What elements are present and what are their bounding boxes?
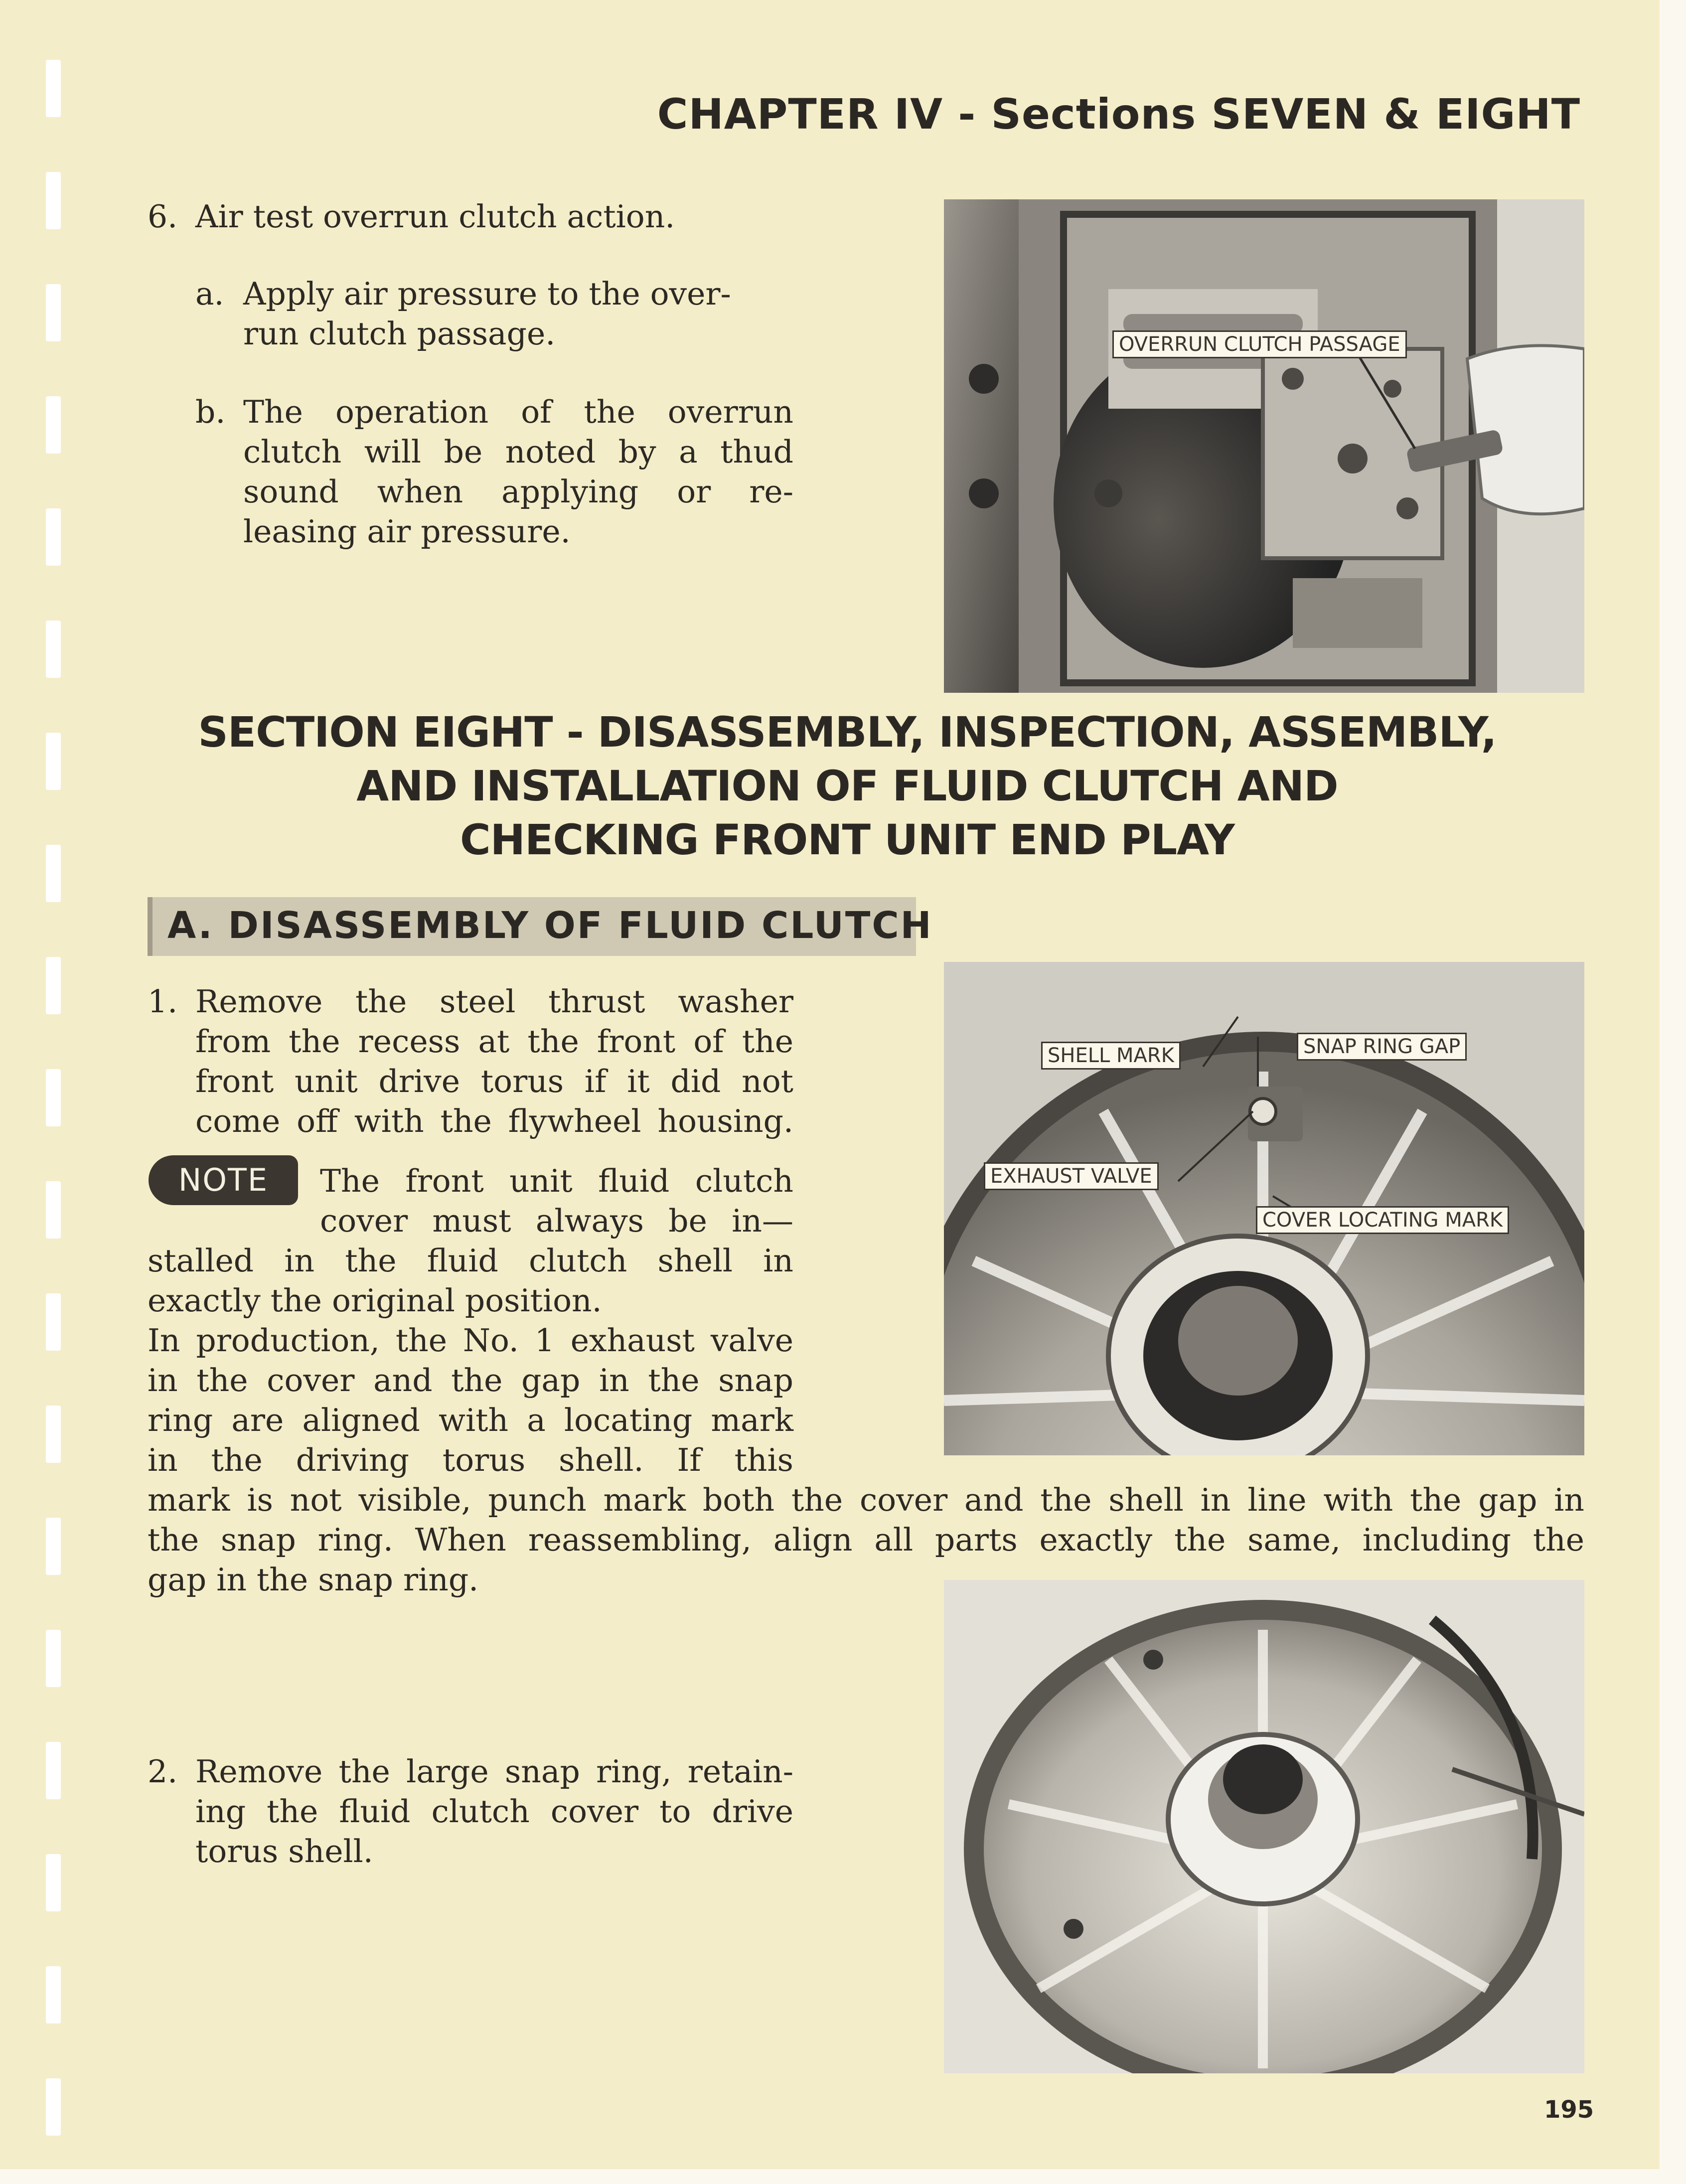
step-line: from the recess at the front of the: [195, 1023, 793, 1060]
subheading-bar: [148, 897, 933, 956]
note-line: mark is not visible, punch mark both the cover and the shell in line with the gap in: [148, 1482, 1584, 1518]
step-line: torus shell.: [195, 1833, 373, 1870]
note-indented: [320, 1161, 793, 1241]
step-line: Remove the large snap ring, retain-: [195, 1753, 793, 1790]
step-number: 6.: [148, 198, 178, 235]
page-edge-right: [1660, 0, 1686, 2184]
step-text: Air test overrun clutch action.: [195, 198, 675, 235]
overrun-clutch-photo: [944, 199, 1584, 693]
section-title-line: AND INSTALLATION OF FLUID CLUTCH AND: [356, 762, 1338, 810]
note-line: the snap ring. When reassembling, align all parts exactly the same, including the: [148, 1522, 1584, 1558]
subheading-disassembly: A. DISASSEMBLY OF FLUID CLUTCH: [167, 904, 933, 947]
binder-hole: [46, 1405, 61, 1463]
step-line: ing the fluid clutch cover to drive: [195, 1793, 793, 1830]
binder-hole: [46, 1181, 61, 1239]
binder-hole: [46, 621, 61, 678]
section-eight-title: [150, 705, 1545, 867]
callout-exhaust-valve: EXHAUST VALVE: [984, 1162, 1159, 1190]
step-line: front unit drive torus if it did not: [195, 1063, 793, 1099]
step6-a: [195, 274, 793, 354]
binder-hole: [46, 1854, 61, 1911]
binder-holes: [0, 0, 70, 2184]
snap-ring-removal-photo: [944, 1580, 1584, 2073]
substep-line: Apply air pressure to the over-: [243, 276, 731, 312]
note-badge: NOTE: [149, 1155, 298, 1205]
note-line: stalled in the fluid clutch shell in: [148, 1243, 793, 1279]
binder-hole: [46, 1293, 61, 1351]
substep-label: a.: [195, 276, 224, 312]
chapter-heading: CHAPTER IV - Sections SEVEN & EIGHT: [657, 90, 1580, 139]
binder-hole: [46, 1069, 61, 1126]
step-line: Remove the steel thrust washer: [195, 983, 793, 1020]
binder-hole: [46, 284, 61, 341]
page-edge-bottom: [0, 2169, 1686, 2184]
note-line: In production, the No. 1 exhaust valve: [148, 1322, 793, 1359]
binder-hole: [46, 1966, 61, 2024]
binder-hole: [46, 60, 61, 117]
step-line: come off with the flywheel housing.: [195, 1103, 793, 1139]
note-line: in the driving torus shell. If this: [148, 1442, 793, 1478]
binder-hole: [46, 957, 61, 1014]
fluid-clutch-cover-photo: [944, 962, 1584, 1455]
substep-label: b.: [195, 394, 226, 430]
substep-line: run clutch passage.: [243, 315, 556, 352]
binder-hole: [46, 508, 61, 566]
substep-line: clutch will be noted by a thud: [243, 434, 793, 470]
callout-cover-locating-mark: COVER LOCATING MARK: [1256, 1206, 1509, 1234]
note-line: in the cover and the gap in the snap: [148, 1362, 793, 1399]
binder-hole: [46, 1630, 61, 1687]
transmission-illustration: [944, 199, 1584, 693]
callout-overrun-clutch-passage: OVERRUN CLUTCH PASSAGE: [1112, 330, 1407, 358]
section-title-line: SECTION EIGHT - DISASSEMBLY, INSPECTION, ASSEMBLY,: [198, 708, 1497, 757]
binder-hole: [46, 2078, 61, 2136]
step1: [148, 982, 793, 1141]
note-line: The front unit fluid clutch: [320, 1163, 793, 1199]
substep-line: leasing air pressure.: [243, 513, 571, 550]
note-body: [148, 1241, 793, 1480]
binder-hole: [46, 1518, 61, 1575]
snap-ring-illustration: [944, 1580, 1584, 2073]
step-number: 1.: [148, 983, 178, 1020]
step6-heading: [148, 197, 675, 237]
binder-hole: [46, 733, 61, 790]
note-line: ring are aligned with a locating mark: [148, 1402, 793, 1438]
callout-snap-ring-gap: SNAP RING GAP: [1297, 1033, 1467, 1061]
note-line: exactly the original position.: [148, 1282, 602, 1319]
substep-line: The operation of the overrun: [243, 394, 793, 430]
note-line: cover must always be in—: [320, 1203, 793, 1239]
page-number: 195: [1544, 2096, 1594, 2124]
binder-hole: [46, 396, 61, 454]
step-number: 2.: [148, 1753, 178, 1790]
substep-line: sound when applying or re-: [243, 473, 793, 510]
note-line: gap in the snap ring.: [148, 1561, 479, 1598]
binder-hole: [46, 1742, 61, 1799]
section-title-line: CHECKING FRONT UNIT END PLAY: [460, 815, 1234, 864]
step6-b: [195, 392, 793, 552]
binder-hole: [46, 845, 61, 902]
binder-hole: [46, 172, 61, 229]
callout-shell-mark: SHELL MARK: [1041, 1042, 1181, 1070]
step2: [148, 1752, 793, 1872]
